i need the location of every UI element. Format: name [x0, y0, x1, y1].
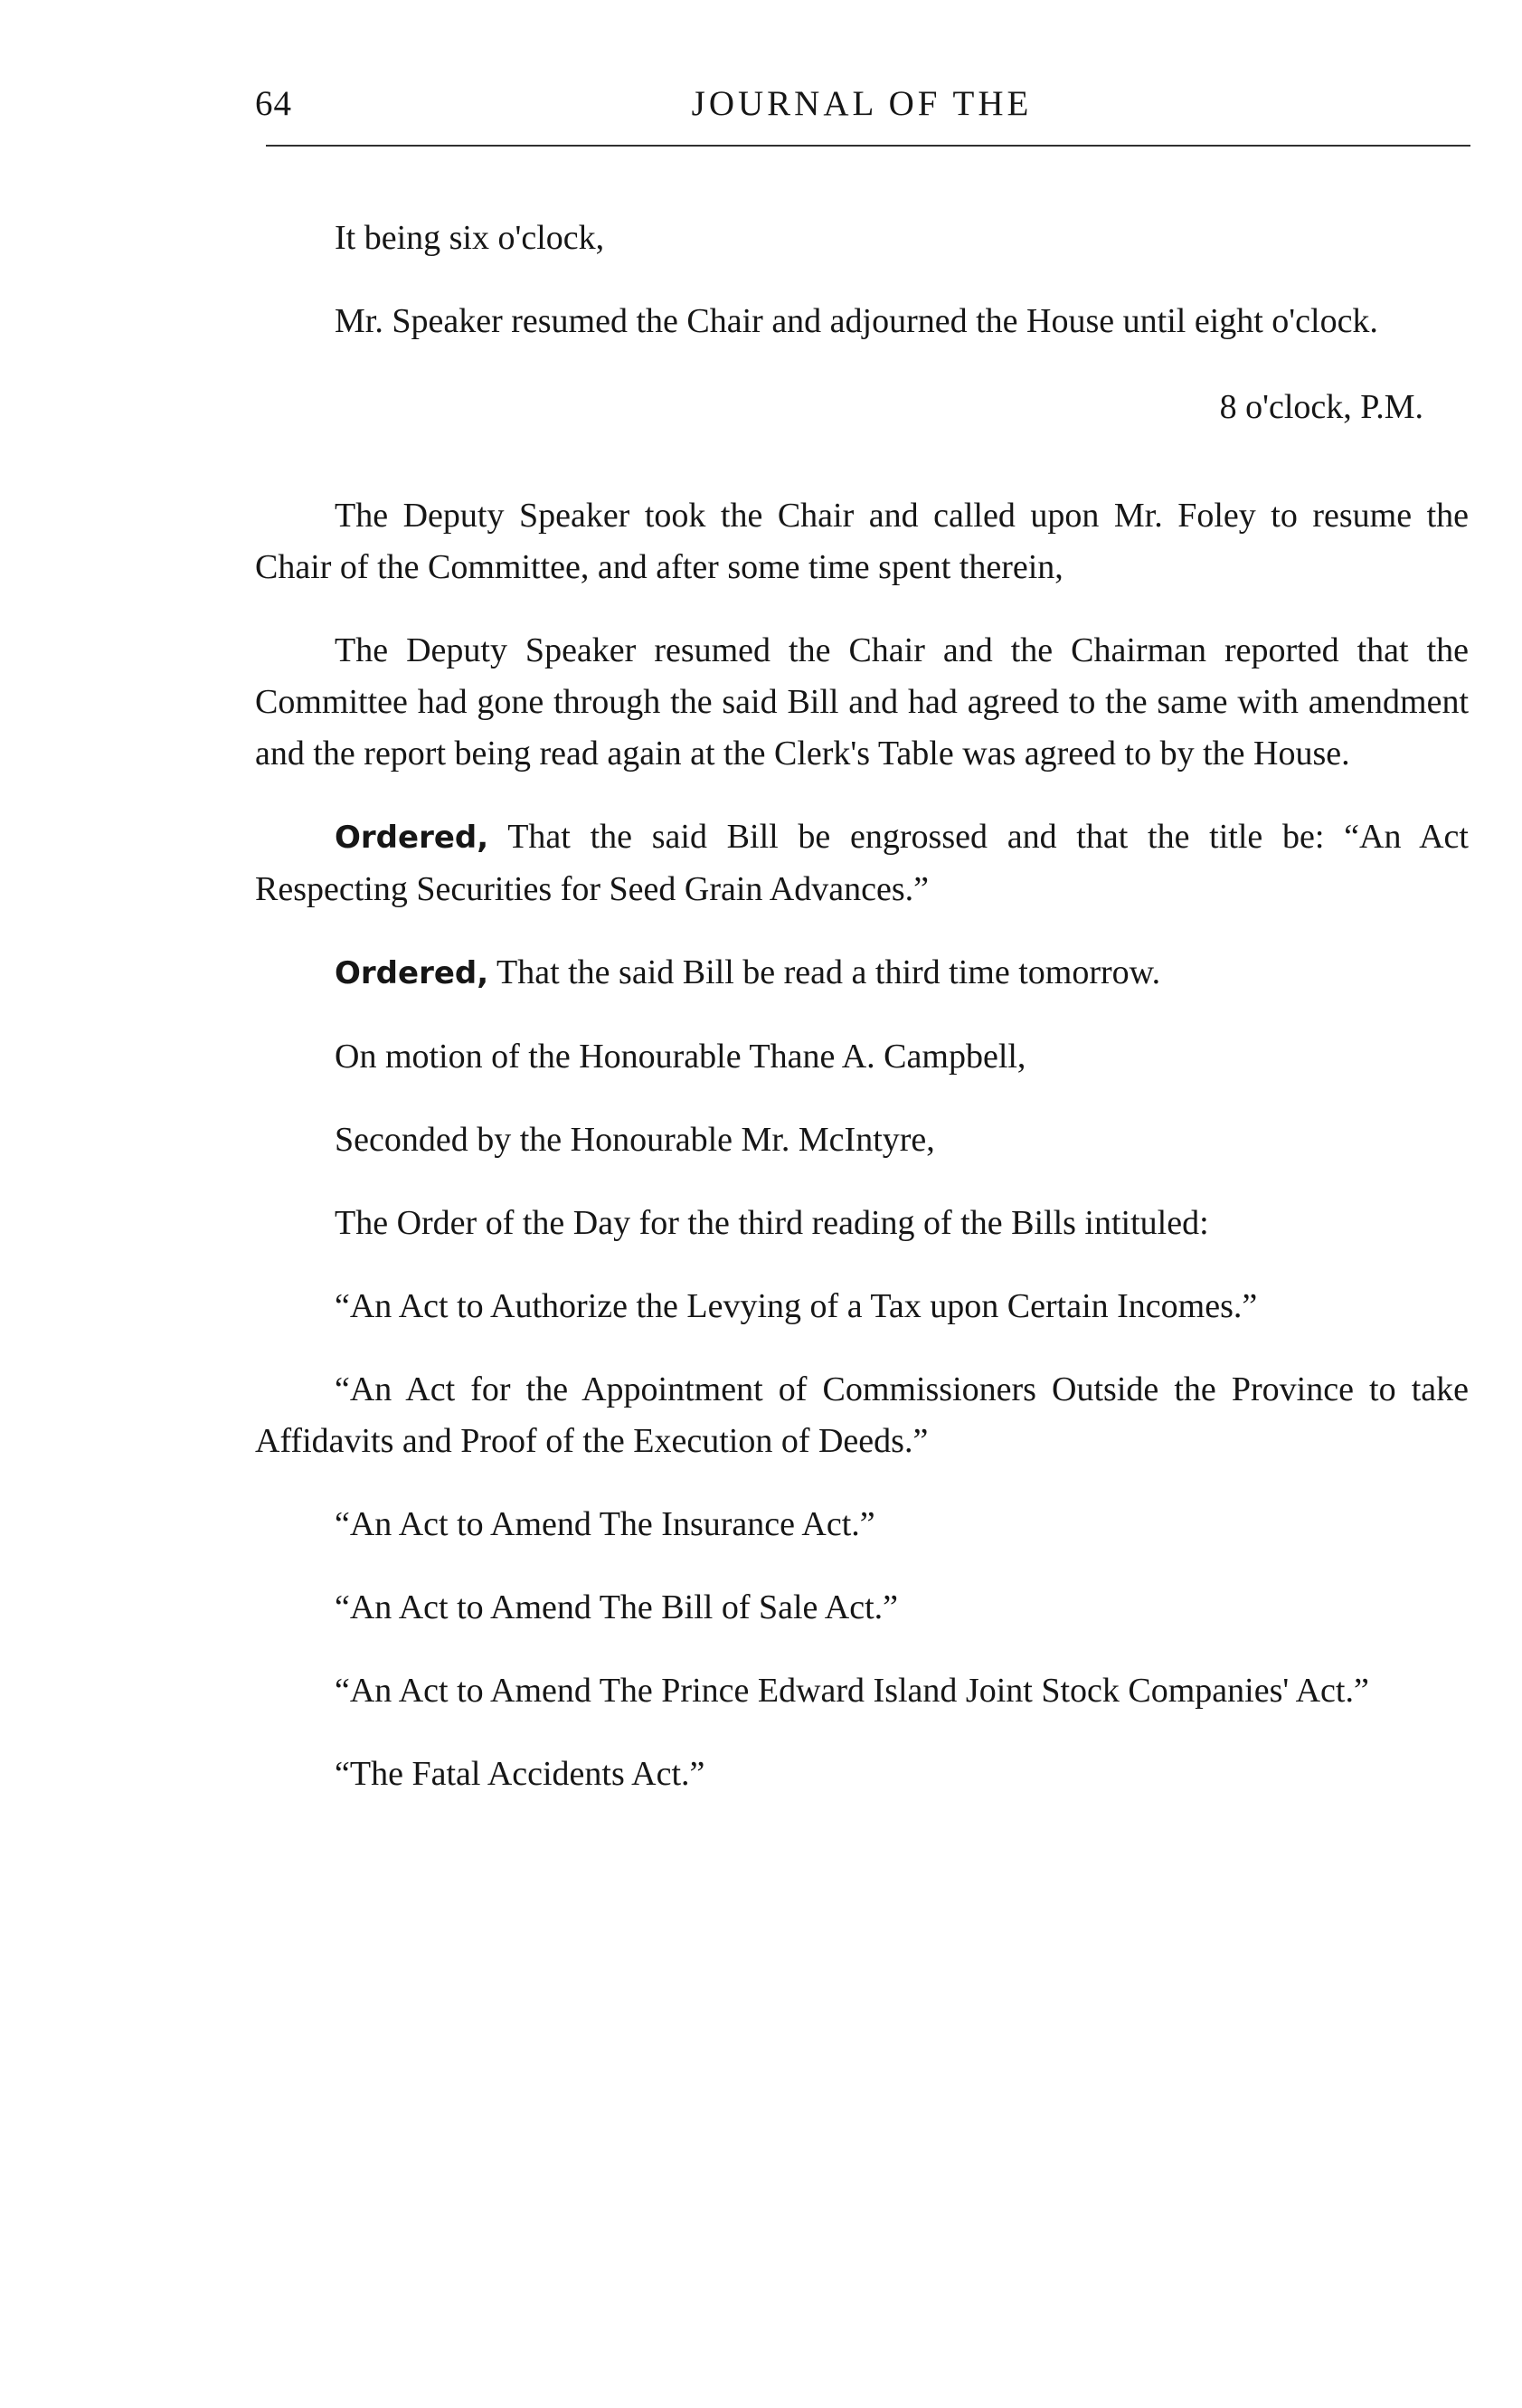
- paragraph-adjournment: Mr. Speaker resumed the Chair and adjourned the House until eight o'clock.: [335, 302, 1378, 340]
- paragraph-motion: On motion of the Honourable Thane A. Campbell,: [335, 1038, 1026, 1076]
- journal-body: [255, 213, 1469, 1832]
- running-head: JOURNAL OF THE: [691, 84, 1033, 123]
- bill-title: “An Act to Amend The Bill of Sale Act.”: [335, 1588, 899, 1626]
- paragraph-committee-report: The Deputy Speaker resumed the Chair and the Chairman reported that the Committee had gone through the said Bill and had agreed to the same with amendment and the report being read again at the Clerk's Table was agreed to by the House.: [255, 631, 1469, 773]
- time-stamp: 8 o'clock, P.M.: [1219, 388, 1423, 426]
- ordered-text: That the said Bill be engrossed and that the title be: “An Act Respecting Securities for Seed Grain Advances.”: [255, 818, 1469, 908]
- bill-title: “The Fatal Accidents Act.”: [335, 1755, 705, 1793]
- bill-title: “An Act to Amend The Prince Edward Island Joint Stock Companies' Act.”: [335, 1672, 1369, 1710]
- paragraph-six-oclock: It being six o'clock,: [335, 219, 605, 257]
- bill-title: “An Act to Authorize the Levying of a Tax upon Certain Incomes.”: [335, 1287, 1258, 1325]
- bill-title: “An Act for the Appointment of Commissioners Outside the Province to take Affidavits and Proof of the Execution of Deeds.”: [255, 1370, 1469, 1460]
- ordered-label: Ordered,: [335, 955, 489, 991]
- bill-title: “An Act to Amend The Insurance Act.”: [335, 1505, 875, 1543]
- page-header: [255, 83, 1469, 137]
- page-number: 64: [255, 84, 292, 123]
- paragraph-order-of-day: The Order of the Day for the third reading of the Bills intituled:: [335, 1204, 1209, 1242]
- ordered-label: Ordered,: [335, 820, 489, 856]
- paragraph-seconded: Seconded by the Honourable Mr. McIntyre,: [335, 1121, 935, 1159]
- header-rule: [266, 145, 1470, 147]
- paragraph-ordered-engrossed: [255, 811, 1469, 915]
- paragraph-deputy-speaker-chair: The Deputy Speaker took the Chair and called upon Mr. Foley to resume the Chair of the Committee, and after some time spent therein,: [255, 497, 1469, 586]
- paragraph-ordered-third-reading: [255, 947, 1469, 1000]
- ordered-text: That the said Bill be read a third time tomorrow.: [496, 953, 1161, 991]
